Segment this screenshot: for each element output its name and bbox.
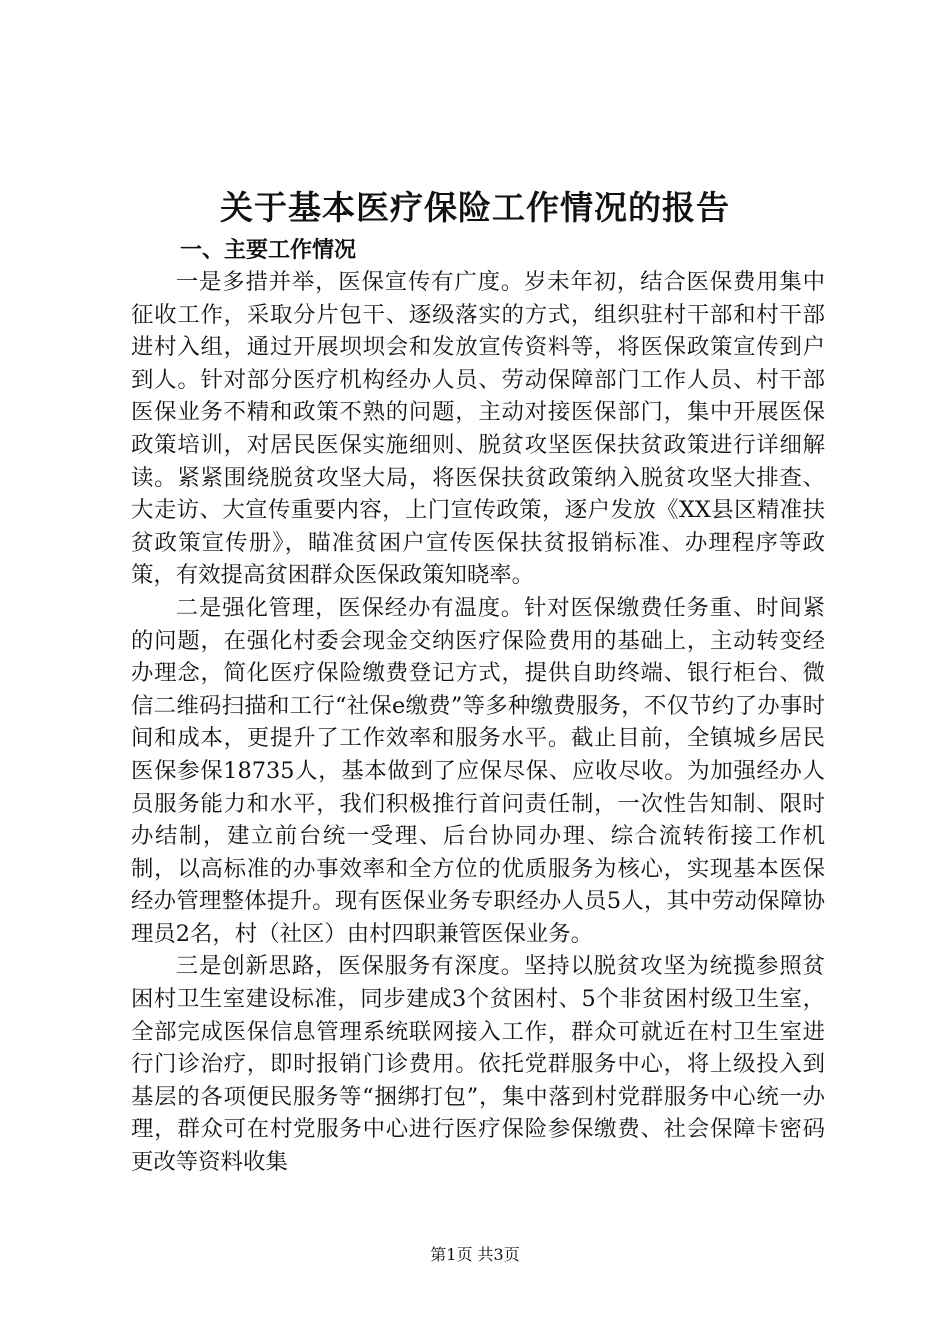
paragraph-2: 二是强化管理，医保经办有温度。针对医保缴费任务重、时间紧的问题，在强化村委会现金交纳医疗保险费用的基础上，主动转变经办理念，简化医疗保险缴费登记方式，提供自助终端、银行柜台、微信二维码扫描和工行“社保e缴费”等多种缴费服务，不仅节约了办事时间和成本，更提升了工作效率和服务水平。截止目前，全镇城乡居民医保参保18735人，基本做到了应保尽保、应收尽收。为加强经办人员服务能力和水平，我们积极推行首问责任制，一次性告知制、限时办结制，建立前台统一受理、后台协同办理、综合流转衔接工作机制，以高标准的办事效率和全方位的优质服务为核心，实现基本医保经办管理整体提升。现有医保业务专职经办人员5人，其中劳动保障协理员2名，村（社区）由村四职兼管医保业务。 bbox=[131, 594, 825, 947]
section-heading: 一、主要工作情况 bbox=[180, 238, 357, 263]
page-footer: 第1页 共3页 bbox=[430, 1245, 520, 1264]
document-body bbox=[131, 266, 825, 1179]
paragraph-1: 一是多措并举，医保宣传有广度。岁未年初，结合医保费用集中征收工作，采取分片包干、逐级落实的方式，组织驻村干部和村干部进村入组，通过开展坝坝会和发放宣传资料等，将医保政策宣传到户到人。针对部分医疗机构经办人员、劳动保障部门工作人员、村干部医保业务不精和政策不熟的问题，主动对接医保部门，集中开展医保政策培训，对居民医保实施细则、脱贫攻坚医保扶贫政策进行详细解读。紧紧围绕脱贫攻坚大局，将医保扶贫政策纳入脱贫攻坚大排查、大走访、大宣传重要内容，上门宣传政策，逐户发放《XX县区精准扶贫政策宣传册》，瞄准贫困户宣传医保扶贫报销标准、办理程序等政策，有效提高贫困群众医保政策知晓率。 bbox=[131, 269, 825, 589]
document-title: 关于基本医疗保险工作情况的报告 bbox=[220, 188, 730, 227]
paragraph-3: 三是创新思路，医保服务有深度。坚持以脱贫攻坚为统揽参照贫困村卫生室建设标准，同步建成3个贫困村、5个非贫困村级卫生室，全部完成医保信息管理系统联网接入工作，群众可就近在村卫生室进行门诊治疗，即时报销门诊费用。依托党群服务中心，将上级投入到基层的各项便民服务等“捆绑打包”，集中落到村党群服务中心统一办理，群众可在村党服务中心进行医疗保险参保缴费、社会保障卡密码更改等资料收集 bbox=[131, 953, 825, 1176]
